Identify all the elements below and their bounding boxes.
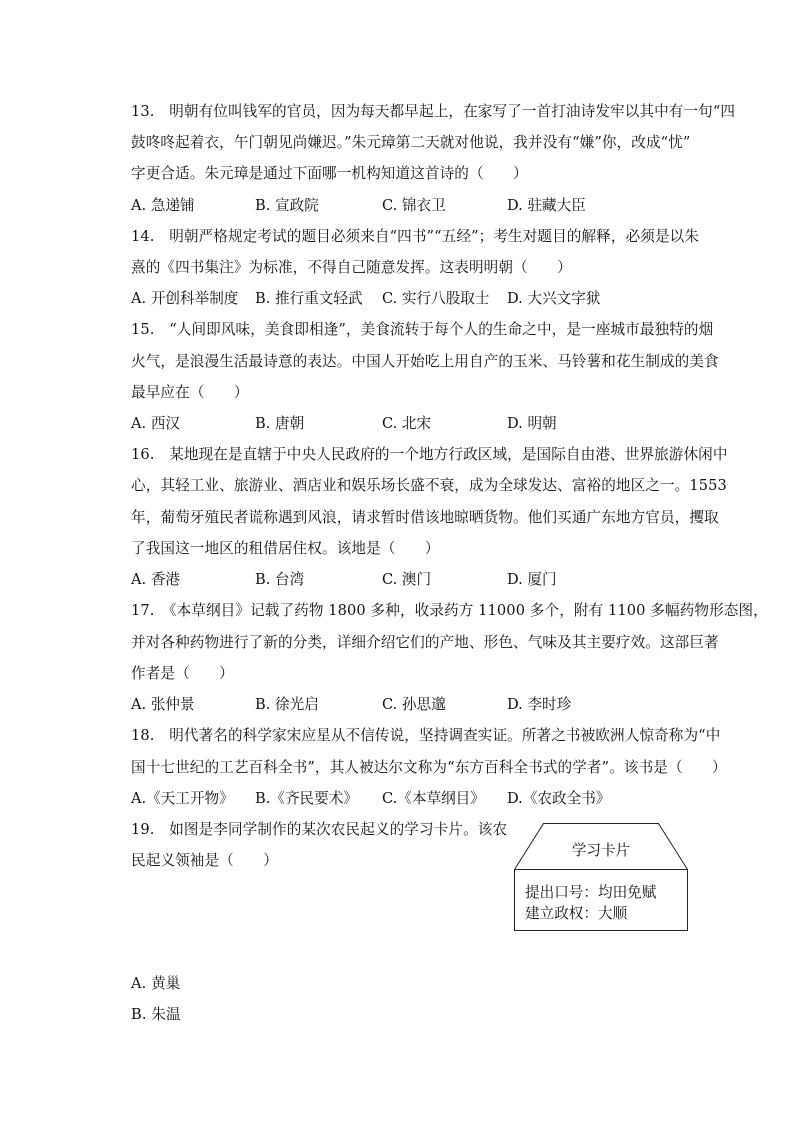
q17-options [131, 695, 691, 715]
q15-line-2: 火气，是浪漫生活最诗意的表达。中国人开始吃上用自产的玉米、马铃薯和花生制成的美食 [131, 353, 719, 370]
q19-line-2: 民起义领袖是（ ） [131, 852, 278, 869]
q14-line-2: 熹的《四书集注》为标准，不得自己随意发挥。这表明明朝（ ） [131, 259, 572, 276]
q13-option-b[interactable]: B. 宣政院 [255, 197, 319, 214]
q18-line-2: 国十七世纪的工艺百科全书”，其人被达尔文称为“东方百科全书式的学者”。该书是（ ） [131, 759, 727, 776]
q13-line-3: 字更合适。朱元璋是通过下面哪一机构知道这首诗的（ ） [131, 165, 528, 182]
q15-option-b[interactable]: B. 唐朝 [255, 415, 305, 432]
q15-line-1: 15. “人间即风味，美食即相逢”，美食流转于每个人的生命之中，是一座城市最独特的烟 [131, 321, 714, 338]
q14-option-c[interactable]: C. 实行八股取士 [382, 290, 490, 307]
q13-option-c[interactable]: C. 锦衣卫 [382, 197, 446, 214]
q19-option-b[interactable]: B. 朱温 [131, 1006, 181, 1023]
q17-option-b[interactable]: B. 徐光启 [255, 696, 319, 713]
q15-line-3: 最早应在（ ） [131, 384, 249, 401]
q19-line-1: 19. 如图是李同学制作的某次农民起义的学习卡片。该农 [131, 821, 508, 838]
q13-option-d[interactable]: D. 驻藏大臣 [507, 197, 586, 214]
q19-option-a[interactable]: A. 黄巢 [131, 975, 181, 992]
q18-options [131, 789, 691, 809]
q14-option-b[interactable]: B. 推行重文轻武 [255, 290, 363, 307]
q16-line-4: 了我国这一地区的租借居住权。该地是（ ） [131, 540, 440, 557]
q18-line-1: 18. 明代著名的科学家宋应星从不信传说，坚持调查实证。所著之书被欧洲人惊奇称为“中 [131, 727, 721, 744]
q15-options [131, 414, 691, 434]
q13-options [131, 196, 691, 216]
q16-option-b[interactable]: B. 台湾 [255, 571, 305, 588]
q17-option-c[interactable]: C. 孙思邈 [382, 696, 446, 713]
q15-option-c[interactable]: C. 北宋 [382, 415, 432, 432]
q16-options [131, 570, 691, 590]
q16-option-d[interactable]: D. 厦门 [507, 571, 557, 588]
q18-option-b[interactable]: B.《齐民要术》 [255, 790, 358, 807]
q17-option-a[interactable]: A. 张仲景 [131, 696, 195, 713]
q14-option-a[interactable]: A. 开创科举制度 [131, 290, 239, 307]
q16-option-c[interactable]: C. 澳门 [382, 571, 432, 588]
q16-line-3: 年，葡萄牙殖民者谎称遇到风浪，请求暂时借该地晾晒货物。他们买通广东地方官员，攫取 [131, 509, 719, 526]
card-slogan: 提出口号：均田免赋 [525, 884, 657, 901]
q14-option-d[interactable]: D. 大兴文字狱 [507, 290, 601, 307]
card-title: 学习卡片 [571, 842, 631, 859]
q18-option-a[interactable]: A.《天工开物》 [131, 790, 234, 807]
q16-line-2: 心，其轻工业、旅游业、酒店业和娱乐场长盛不衰，成为全球发达、富裕的地区之一。1553 [131, 477, 727, 494]
q15-option-a[interactable]: A. 西汉 [131, 415, 181, 432]
q13-line-1: 13. 明朝有位叫钱军的官员，因为每天都早起上，在家写了一首打油诗发牢以其中有一句“四 [131, 103, 736, 120]
q17-option-d[interactable]: D. 李时珍 [507, 696, 572, 713]
q17-line-3: 作者是（ ） [131, 665, 234, 682]
card-regime: 建立政权：大顺 [525, 905, 628, 922]
q14-options [131, 289, 691, 309]
q16-option-a[interactable]: A. 香港 [131, 571, 181, 588]
q14-line-1: 14. 明朝严格规定考试的题目必须来自“四书”“五经”；考生对题目的解释，必须是以朱 [131, 228, 700, 245]
q13-option-a[interactable]: A. 急递铺 [131, 197, 195, 214]
q18-option-d[interactable]: D.《农政全书》 [507, 790, 611, 807]
q17-line-1: 17. 《本草纲目》记载了药物 1800 多种，收录药方 11000 多个，附有 1100 多幅药物形态图， [131, 602, 768, 619]
study-card [514, 823, 688, 931]
q13-line-2: 鼓咚咚起着衣，午门朝见尚嫌迟。”朱元璋第二天就对他说，我并没有“嫌”你，改成“忧” [131, 134, 691, 151]
q15-option-d[interactable]: D. 明朝 [507, 415, 557, 432]
q17-line-2: 并对各种药物进行了新的分类，详细介绍它们的产地、形色、气味及其主要疗效。这部巨著 [131, 634, 719, 651]
q16-line-1: 16. 某地现在是直辖于中央人民政府的一个地方行政区域，是国际自由港、世界旅游休闲中 [131, 446, 728, 463]
q18-option-c[interactable]: C.《本草纲目》 [382, 790, 485, 807]
